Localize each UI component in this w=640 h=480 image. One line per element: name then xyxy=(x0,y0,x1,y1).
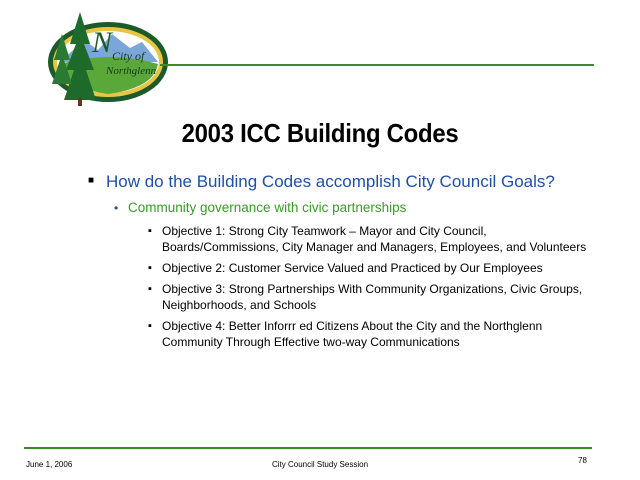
objective-text: Objective 4: Better Inforrr ed Citizens About the City and the Northglenn Community Through Effective two-way Communications xyxy=(162,319,543,349)
logo-line2: Northglenn xyxy=(106,65,157,77)
bullet-level2-text: Community governance with civic partnerships xyxy=(128,200,407,215)
bullet-level1-text: How do the Building Codes accomplish City Council Goals? xyxy=(106,172,555,191)
slide-number: 78 xyxy=(578,456,587,465)
footer-date: June 1, 2006 xyxy=(26,460,73,469)
footer-title: City Council Study Session xyxy=(271,460,369,469)
top-divider xyxy=(160,64,594,66)
square-bullet-icon: ■ xyxy=(88,175,95,186)
objective-item xyxy=(148,281,604,313)
square-bullet-icon: ▪ xyxy=(148,262,152,274)
city-logo xyxy=(46,10,176,110)
objective-item xyxy=(148,260,604,276)
objective-text: Objective 2: Customer Service Valued and Practiced by Our Employees xyxy=(162,261,543,275)
round-bullet-icon: • xyxy=(114,201,119,215)
objective-item xyxy=(148,223,604,255)
slide-content xyxy=(84,172,604,355)
bullet-level1 xyxy=(84,172,604,192)
slide-title: 2003 ICC Building Codes xyxy=(181,118,459,148)
bullet-level2 xyxy=(112,200,604,215)
objective-text: Objective 1: Strong City Teamwork – Mayor and City Council, Boards/Commissions, City Manager and Managers, Employees, and Volunteers xyxy=(162,224,587,254)
svg-text:N: N xyxy=(92,26,113,59)
logo-line1: City of xyxy=(112,49,145,63)
objective-item xyxy=(148,318,604,350)
square-bullet-icon: ▪ xyxy=(148,225,152,237)
objective-text: Objective 3: Strong Partnerships With Community Organizations, Civic Groups, Neighborhoods, and Schools xyxy=(162,282,583,312)
square-bullet-icon: ▪ xyxy=(148,320,152,332)
bottom-divider xyxy=(24,447,592,449)
square-bullet-icon: ▪ xyxy=(148,283,152,295)
